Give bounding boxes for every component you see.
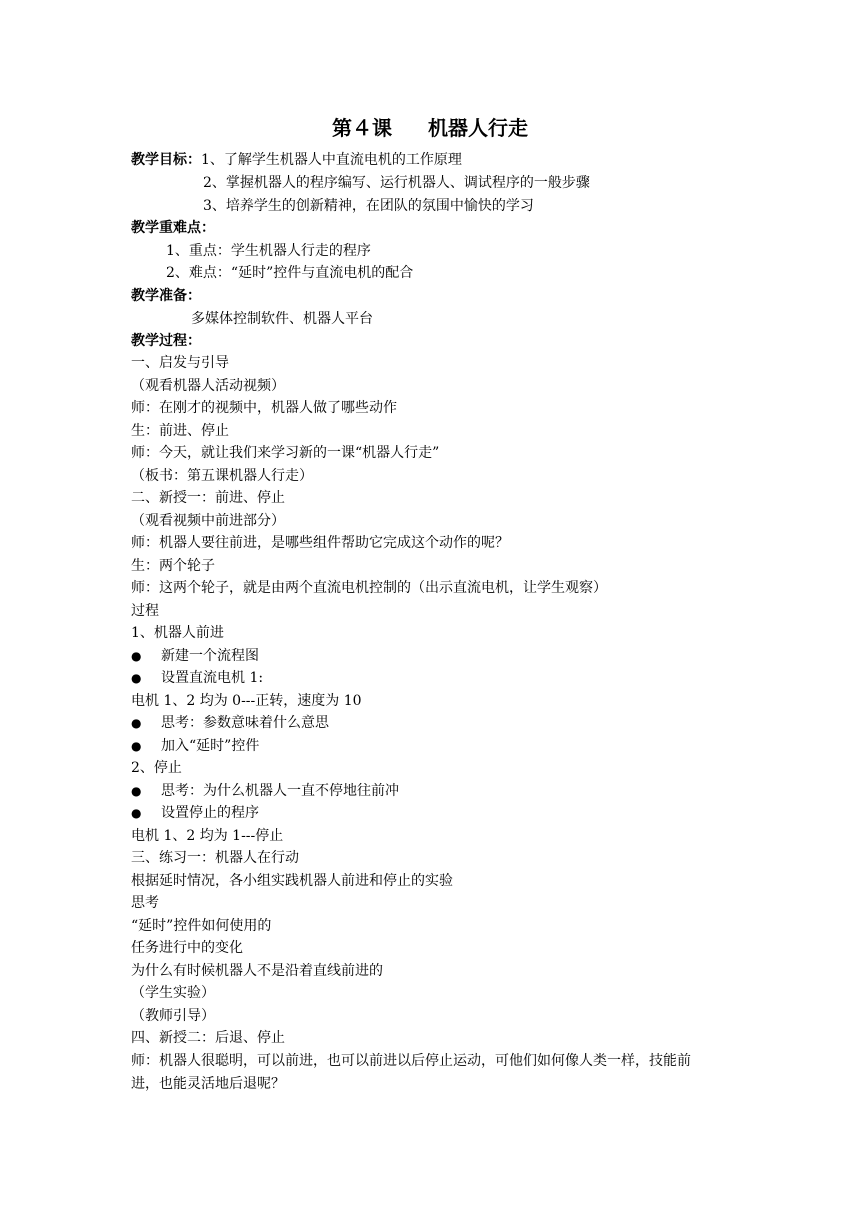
- process-line: 进，也能灵活地后退呢？: [131, 1076, 285, 1092]
- process-line: 思考: [131, 895, 159, 911]
- bullet-item: [131, 803, 259, 823]
- lesson-number: 第４课: [332, 116, 392, 140]
- process-line: 四、新授二：后退、停止: [131, 1030, 285, 1046]
- bullet-icon: ●: [131, 739, 142, 753]
- process-line: 师：在刚才的视频中，机器人做了哪些动作: [131, 400, 397, 416]
- process-line: 为什么有时候机器人不是沿着直线前进的: [131, 963, 383, 979]
- process-line: 师：今天，就让我们来学习新的一课“机器人行走”: [131, 445, 440, 461]
- stop-heading: 2、停止: [131, 760, 182, 776]
- preparation-label: 教学准备：: [131, 288, 201, 304]
- process-line: 根据延时情况，各小组实践机器人前进和停止的实验: [131, 873, 453, 889]
- bullet-item: [131, 713, 329, 733]
- process-line: （观看视频中前进部分）: [131, 513, 285, 529]
- process-line: 过程: [131, 603, 159, 619]
- process-line: 师：这两个轮子，就是由两个直流电机控制的（出示直流电机，让学生观察）: [131, 580, 607, 596]
- process-line: 生：前进、停止: [131, 423, 229, 439]
- bullet-text: 设置直流电机 1:: [161, 670, 264, 686]
- objective-item-1: 1、了解学生机器人中直流电机的工作原理: [201, 152, 462, 168]
- bullet-item: [131, 668, 263, 688]
- process-line: 二、新授一：前进、停止: [131, 490, 285, 506]
- process-line: （教师引导）: [131, 1008, 215, 1024]
- preparation-content: 多媒体控制软件、机器人平台: [191, 311, 373, 327]
- keypoint-item-1: 1、重点：学生机器人行走的程序: [166, 243, 371, 259]
- objective-item-3: 3、培养学生的创新精神，在团队的氛围中愉快的学习: [203, 198, 534, 214]
- lesson-name: 机器人行走: [428, 116, 528, 140]
- bullet-text: 思考：为什么机器人一直不停地往前冲: [161, 783, 399, 799]
- process-line: 任务进行中的变化: [131, 940, 243, 956]
- bullet-text: 加入“延时”控件: [161, 738, 260, 754]
- process-line: 师：机器人很聪明，可以前进，也可以前进以后停止运动，可他们如何像人类一样，技能前: [131, 1053, 691, 1069]
- bullet-item: [131, 736, 259, 756]
- objectives-label: 教学目标：: [131, 152, 201, 168]
- bullet-icon: ●: [131, 716, 142, 730]
- bullet-text: 思考：参数意味着什么意思: [161, 715, 329, 731]
- bullet-icon: ●: [131, 671, 142, 685]
- bullet-text: 新建一个流程图: [161, 648, 259, 664]
- process-line: “延时”控件如何使用的: [131, 918, 272, 934]
- objective-line-1: [131, 150, 462, 170]
- process-line: 1、机器人前进: [131, 625, 224, 641]
- process-line: （学生实验）: [131, 985, 215, 1001]
- bullet-text: 设置停止的程序: [161, 805, 259, 821]
- process-line: （观看机器人活动视频）: [131, 378, 285, 394]
- objective-item-2: 2、掌握机器人的程序编写、运行机器人、调试程序的一般步骤: [203, 175, 590, 191]
- keypoints-label: 教学重难点：: [131, 220, 215, 236]
- process-line: 一、启发与引导: [131, 355, 229, 371]
- bullet-icon: ●: [131, 806, 142, 820]
- keypoint-item-2: 2、难点：“延时”控件与直流电机的配合: [166, 265, 414, 281]
- bullet-icon: ●: [131, 784, 142, 798]
- process-line: 师：机器人要往前进，是哪些组件帮助它完成这个动作的呢？: [131, 535, 509, 551]
- bullet-item: [131, 781, 399, 801]
- process-line: （板书：第五课机器人行走）: [131, 468, 313, 484]
- process-line: 生：两个轮子: [131, 558, 215, 574]
- process-line: 三、练习一：机器人在行动: [131, 850, 299, 866]
- motor-forward-line: 电机 1、2 均为 0---正转，速度为 10: [131, 693, 362, 709]
- process-line: 电机 1、2 均为 1---停止: [131, 828, 284, 844]
- process-label: 教学过程：: [131, 333, 201, 349]
- bullet-item: [131, 646, 259, 666]
- bullet-icon: ●: [131, 649, 142, 663]
- lesson-title: [0, 114, 860, 142]
